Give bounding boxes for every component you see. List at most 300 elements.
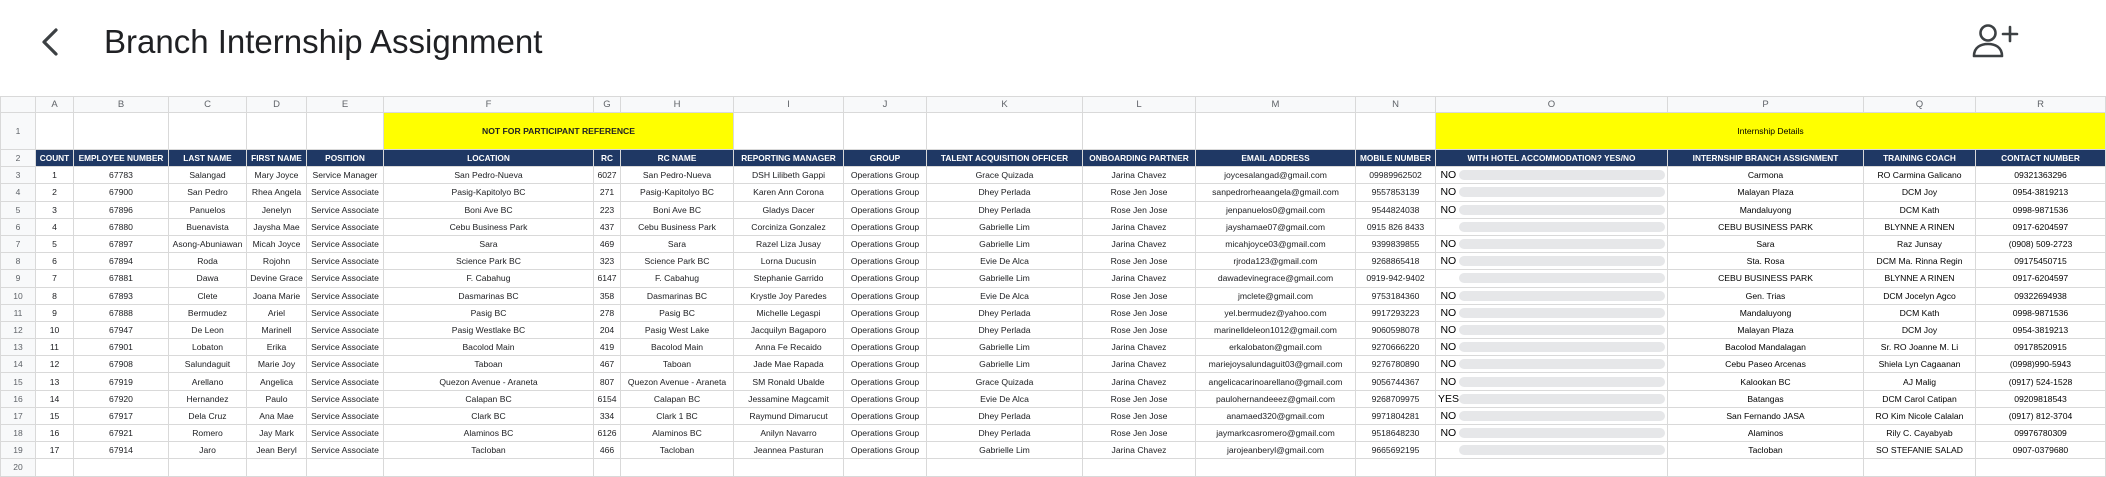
empty-cell[interactable]: [844, 459, 927, 476]
cell-rc_name[interactable]: Sara: [621, 235, 734, 252]
cell-email[interactable]: jenpanuelos0@gmail.com: [1196, 201, 1356, 218]
cell-partner[interactable]: Jarina Chavez: [1083, 373, 1196, 390]
column-header[interactable]: M: [1196, 97, 1356, 113]
cell-tao[interactable]: Gabrielle Lim: [927, 235, 1083, 252]
cell-coach[interactable]: BLYNNE A RINEN: [1864, 270, 1976, 287]
empty-cell[interactable]: [844, 113, 927, 150]
column-header[interactable]: R: [1976, 97, 2106, 113]
cell-rc_name[interactable]: Boni Ave BC: [621, 201, 734, 218]
cell-manager[interactable]: Karen Ann Corona: [734, 184, 844, 201]
cell-location[interactable]: Bacolod Main: [384, 339, 594, 356]
empty-cell[interactable]: [384, 459, 594, 476]
cell-coach[interactable]: RO Carmina Galicano: [1864, 167, 1976, 184]
cell-group[interactable]: Operations Group: [844, 442, 927, 459]
cell-location[interactable]: Calapan BC: [384, 390, 594, 407]
cell-branch[interactable]: Cebu Paseo Arcenas: [1668, 356, 1864, 373]
cell-count[interactable]: 7: [36, 270, 74, 287]
cell-tao[interactable]: Dhey Perlada: [927, 304, 1083, 321]
cell-mobile[interactable]: 9268709975: [1356, 390, 1436, 407]
row-number[interactable]: 18: [1, 425, 36, 442]
cell-email[interactable]: mariejoysalundaguit03@gmail.com: [1196, 356, 1356, 373]
hotel-accommodation-cell[interactable]: [1436, 218, 1668, 235]
cell-emp[interactable]: 67880: [74, 218, 169, 235]
cell-count[interactable]: 15: [36, 407, 74, 424]
cell-tao[interactable]: Gabrielle Lim: [927, 442, 1083, 459]
cell-rc[interactable]: 419: [594, 339, 621, 356]
cell-group[interactable]: Operations Group: [844, 287, 927, 304]
cell-email[interactable]: angelicacarinoarellano@gmail.com: [1196, 373, 1356, 390]
row-number[interactable]: 11: [1, 304, 36, 321]
cell-tao[interactable]: Gabrielle Lim: [927, 218, 1083, 235]
cell-first[interactable]: Ana Mae: [247, 407, 307, 424]
cell-contact[interactable]: (0908) 509-2723: [1976, 235, 2106, 252]
cell-branch[interactable]: Mandaluyong: [1668, 304, 1864, 321]
hotel-accommodation-cell[interactable]: [1436, 304, 1668, 321]
row-number[interactable]: 3: [1, 167, 36, 184]
cell-branch[interactable]: Tacloban: [1668, 442, 1864, 459]
cell-tao[interactable]: Dhey Perlada: [927, 201, 1083, 218]
cell-position[interactable]: Service Associate: [307, 287, 384, 304]
column-title[interactable]: INTERNSHIP BRANCH ASSIGNMENT: [1668, 150, 1864, 167]
cell-partner[interactable]: Jarina Chavez: [1083, 235, 1196, 252]
cell-position[interactable]: Service Associate: [307, 253, 384, 270]
cell-count[interactable]: 1: [36, 167, 74, 184]
cell-coach[interactable]: Sr. RO Joanne M. Li: [1864, 339, 1976, 356]
cell-first[interactable]: Devine Grace: [247, 270, 307, 287]
cell-emp[interactable]: 67901: [74, 339, 169, 356]
cell-first[interactable]: Micah Joyce: [247, 235, 307, 252]
cell-coach[interactable]: RO Kim Nicole Calalan: [1864, 407, 1976, 424]
cell-mobile[interactable]: 09989962502: [1356, 167, 1436, 184]
cell-tao[interactable]: Gabrielle Lim: [927, 339, 1083, 356]
cell-coach[interactable]: DCM Jocelyn Agco: [1864, 287, 1976, 304]
cell-last[interactable]: Asong-Abuniawan: [169, 235, 247, 252]
cell-group[interactable]: Operations Group: [844, 356, 927, 373]
cell-position[interactable]: Service Associate: [307, 425, 384, 442]
cell-mobile[interactable]: 9276780890: [1356, 356, 1436, 373]
cell-partner[interactable]: Rose Jen Jose: [1083, 425, 1196, 442]
column-header[interactable]: N: [1356, 97, 1436, 113]
cell-contact[interactable]: 0917-6204597: [1976, 218, 2106, 235]
cell-rc_name[interactable]: Alaminos BC: [621, 425, 734, 442]
cell-position[interactable]: Service Associate: [307, 390, 384, 407]
cell-branch[interactable]: CEBU BUSINESS PARK: [1668, 218, 1864, 235]
hotel-accommodation-cell[interactable]: [1436, 356, 1668, 373]
cell-mobile[interactable]: 9056744367: [1356, 373, 1436, 390]
empty-cell[interactable]: [621, 459, 734, 476]
empty-cell[interactable]: [307, 113, 384, 150]
cell-last[interactable]: De Leon: [169, 321, 247, 338]
cell-contact[interactable]: 0917-6204597: [1976, 270, 2106, 287]
not-for-participant-banner[interactable]: NOT FOR PARTICIPANT REFERENCE: [384, 113, 734, 150]
cell-rc[interactable]: 334: [594, 407, 621, 424]
empty-cell[interactable]: [247, 113, 307, 150]
empty-cell[interactable]: [247, 459, 307, 476]
empty-cell[interactable]: [36, 459, 74, 476]
cell-emp[interactable]: 67893: [74, 287, 169, 304]
cell-partner[interactable]: Rose Jen Jose: [1083, 390, 1196, 407]
hotel-accommodation-cell[interactable]: [1436, 167, 1668, 184]
cell-tao[interactable]: Dhey Perlada: [927, 184, 1083, 201]
cell-manager[interactable]: Jacquilyn Bagaporo: [734, 321, 844, 338]
cell-tao[interactable]: Evie De Alca: [927, 390, 1083, 407]
row-number[interactable]: 14: [1, 356, 36, 373]
cell-email[interactable]: joycesalangad@gmail.com: [1196, 167, 1356, 184]
cell-group[interactable]: Operations Group: [844, 321, 927, 338]
cell-mobile[interactable]: 9399839855: [1356, 235, 1436, 252]
cell-manager[interactable]: Michelle Legaspi: [734, 304, 844, 321]
empty-cell[interactable]: [74, 113, 169, 150]
cell-last[interactable]: Buenavista: [169, 218, 247, 235]
cell-rc_name[interactable]: Pasig BC: [621, 304, 734, 321]
cell-rc_name[interactable]: Quezon Avenue - Araneta: [621, 373, 734, 390]
cell-location[interactable]: Boni Ave BC: [384, 201, 594, 218]
cell-manager[interactable]: Gladys Dacer: [734, 201, 844, 218]
cell-location[interactable]: Science Park BC: [384, 253, 594, 270]
cell-contact[interactable]: 09976780309: [1976, 425, 2106, 442]
cell-rc[interactable]: 437: [594, 218, 621, 235]
cell-count[interactable]: 12: [36, 356, 74, 373]
column-title[interactable]: RC: [594, 150, 621, 167]
cell-mobile[interactable]: 9544824038: [1356, 201, 1436, 218]
empty-cell[interactable]: [927, 113, 1083, 150]
column-title[interactable]: EMPLOYEE NUMBER: [74, 150, 169, 167]
cell-last[interactable]: Panuelos: [169, 201, 247, 218]
cell-branch[interactable]: Malayan Plaza: [1668, 184, 1864, 201]
cell-contact[interactable]: 0907-0379680: [1976, 442, 2106, 459]
cell-group[interactable]: Operations Group: [844, 407, 927, 424]
cell-tao[interactable]: Dhey Perlada: [927, 425, 1083, 442]
cell-rc_name[interactable]: Calapan BC: [621, 390, 734, 407]
cell-coach[interactable]: DCM Joy: [1864, 321, 1976, 338]
hotel-accommodation-cell[interactable]: [1436, 407, 1668, 424]
row-number[interactable]: 19: [1, 442, 36, 459]
cell-email[interactable]: jarojeanberyl@gmail.com: [1196, 442, 1356, 459]
cell-emp[interactable]: 67783: [74, 167, 169, 184]
cell-emp[interactable]: 67908: [74, 356, 169, 373]
cell-rc[interactable]: 223: [594, 201, 621, 218]
row-number[interactable]: 7: [1, 235, 36, 252]
row-number[interactable]: 1: [1, 113, 36, 150]
cell-rc_name[interactable]: Taboan: [621, 356, 734, 373]
cell-mobile[interactable]: 9917293223: [1356, 304, 1436, 321]
cell-first[interactable]: Erika: [247, 339, 307, 356]
cell-email[interactable]: erkalobaton@gmail.com: [1196, 339, 1356, 356]
column-title[interactable]: TALENT ACQUISITION OFFICER: [927, 150, 1083, 167]
cell-contact[interactable]: 0954-3819213: [1976, 321, 2106, 338]
cell-rc[interactable]: 323: [594, 253, 621, 270]
cell-rc[interactable]: 469: [594, 235, 621, 252]
row-number[interactable]: 5: [1, 201, 36, 218]
column-title[interactable]: MOBILE NUMBER: [1356, 150, 1436, 167]
cell-email[interactable]: micahjoyce03@gmail.com: [1196, 235, 1356, 252]
column-header[interactable]: B: [74, 97, 169, 113]
row-number[interactable]: 2: [1, 150, 36, 167]
cell-rc[interactable]: 6126: [594, 425, 621, 442]
column-header[interactable]: Q: [1864, 97, 1976, 113]
cell-position[interactable]: Service Manager: [307, 167, 384, 184]
cell-partner[interactable]: Jarina Chavez: [1083, 270, 1196, 287]
cell-partner[interactable]: Rose Jen Jose: [1083, 184, 1196, 201]
cell-group[interactable]: Operations Group: [844, 373, 927, 390]
cell-last[interactable]: Romero: [169, 425, 247, 442]
cell-tao[interactable]: Dhey Perlada: [927, 407, 1083, 424]
row-number[interactable]: 9: [1, 270, 36, 287]
cell-position[interactable]: Service Associate: [307, 442, 384, 459]
cell-partner[interactable]: Jarina Chavez: [1083, 218, 1196, 235]
cell-branch[interactable]: Kalookan BC: [1668, 373, 1864, 390]
cell-group[interactable]: Operations Group: [844, 184, 927, 201]
cell-group[interactable]: Operations Group: [844, 218, 927, 235]
cell-branch[interactable]: Batangas: [1668, 390, 1864, 407]
empty-cell[interactable]: [734, 459, 844, 476]
cell-rc_name[interactable]: Pasig West Lake: [621, 321, 734, 338]
cell-email[interactable]: rjroda123@gmail.com: [1196, 253, 1356, 270]
cell-mobile[interactable]: 9268865418: [1356, 253, 1436, 270]
cell-last[interactable]: Dela Cruz: [169, 407, 247, 424]
cell-branch[interactable]: Mandaluyong: [1668, 201, 1864, 218]
cell-partner[interactable]: Jarina Chavez: [1083, 339, 1196, 356]
cell-location[interactable]: Alaminos BC: [384, 425, 594, 442]
cell-count[interactable]: 16: [36, 425, 74, 442]
hotel-accommodation-cell[interactable]: [1436, 339, 1668, 356]
cell-position[interactable]: Service Associate: [307, 339, 384, 356]
cell-group[interactable]: Operations Group: [844, 167, 927, 184]
hotel-accommodation-cell[interactable]: [1436, 321, 1668, 338]
cell-manager[interactable]: Anilyn Navarro: [734, 425, 844, 442]
cell-group[interactable]: Operations Group: [844, 253, 927, 270]
cell-mobile[interactable]: 9971804281: [1356, 407, 1436, 424]
cell-location[interactable]: Quezon Avenue - Araneta: [384, 373, 594, 390]
cell-rc[interactable]: 204: [594, 321, 621, 338]
cell-partner[interactable]: Rose Jen Jose: [1083, 407, 1196, 424]
hotel-accommodation-cell[interactable]: [1436, 287, 1668, 304]
cell-rc[interactable]: 6147: [594, 270, 621, 287]
column-header[interactable]: J: [844, 97, 927, 113]
cell-contact[interactable]: 09321363296: [1976, 167, 2106, 184]
column-title[interactable]: GROUP: [844, 150, 927, 167]
cell-mobile[interactable]: 0915 826 8433: [1356, 218, 1436, 235]
hotel-accommodation-cell[interactable]: [1436, 235, 1668, 252]
hotel-accommodation-cell[interactable]: [1436, 253, 1668, 270]
cell-position[interactable]: Service Associate: [307, 373, 384, 390]
cell-count[interactable]: 10: [36, 321, 74, 338]
cell-position[interactable]: Service Associate: [307, 356, 384, 373]
cell-rc[interactable]: 6027: [594, 167, 621, 184]
cell-mobile[interactable]: 9753184360: [1356, 287, 1436, 304]
cell-contact[interactable]: 09322694938: [1976, 287, 2106, 304]
cell-manager[interactable]: Jessamine Magcamit: [734, 390, 844, 407]
cell-rc_name[interactable]: Bacolod Main: [621, 339, 734, 356]
cell-tao[interactable]: Grace Quizada: [927, 373, 1083, 390]
column-header[interactable]: G: [594, 97, 621, 113]
cell-rc[interactable]: 358: [594, 287, 621, 304]
cell-emp[interactable]: 67914: [74, 442, 169, 459]
cell-contact[interactable]: 0954-3819213: [1976, 184, 2106, 201]
cell-coach[interactable]: DCM Kath: [1864, 201, 1976, 218]
cell-manager[interactable]: Razel Liza Jusay: [734, 235, 844, 252]
cell-position[interactable]: Service Associate: [307, 270, 384, 287]
column-title[interactable]: LAST NAME: [169, 150, 247, 167]
cell-contact[interactable]: (0917) 524-1528: [1976, 373, 2106, 390]
cell-emp[interactable]: 67888: [74, 304, 169, 321]
cell-first[interactable]: Ariel: [247, 304, 307, 321]
empty-cell[interactable]: [74, 459, 169, 476]
empty-cell[interactable]: [1976, 459, 2106, 476]
cell-count[interactable]: 8: [36, 287, 74, 304]
cell-group[interactable]: Operations Group: [844, 339, 927, 356]
cell-rc_name[interactable]: Pasig-Kapitolyo BC: [621, 184, 734, 201]
cell-first[interactable]: Jay Mark: [247, 425, 307, 442]
cell-manager[interactable]: Anna Fe Recaido: [734, 339, 844, 356]
hotel-accommodation-cell[interactable]: [1436, 442, 1668, 459]
cell-tao[interactable]: Dhey Perlada: [927, 321, 1083, 338]
cell-count[interactable]: 17: [36, 442, 74, 459]
cell-tao[interactable]: Evie De Alca: [927, 287, 1083, 304]
hotel-accommodation-cell[interactable]: [1436, 270, 1668, 287]
cell-last[interactable]: Roda: [169, 253, 247, 270]
cell-emp[interactable]: 67947: [74, 321, 169, 338]
column-title[interactable]: TRAINING COACH: [1864, 150, 1976, 167]
row-number[interactable]: 13: [1, 339, 36, 356]
cell-count[interactable]: 6: [36, 253, 74, 270]
cell-mobile[interactable]: 9665692195: [1356, 442, 1436, 459]
cell-rc[interactable]: 6154: [594, 390, 621, 407]
cell-contact[interactable]: 09209818543: [1976, 390, 2106, 407]
column-title[interactable]: RC NAME: [621, 150, 734, 167]
cell-last[interactable]: Salundaguit: [169, 356, 247, 373]
cell-location[interactable]: Pasig Westlake BC: [384, 321, 594, 338]
cell-last[interactable]: Dawa: [169, 270, 247, 287]
cell-tao[interactable]: Grace Quizada: [927, 167, 1083, 184]
column-title[interactable]: COUNT: [36, 150, 74, 167]
cell-location[interactable]: Taboan: [384, 356, 594, 373]
cell-branch[interactable]: Malayan Plaza: [1668, 321, 1864, 338]
cell-first[interactable]: Marie Joy: [247, 356, 307, 373]
cell-coach[interactable]: AJ Malig: [1864, 373, 1976, 390]
column-header[interactable]: I: [734, 97, 844, 113]
column-header[interactable]: O: [1436, 97, 1668, 113]
cell-count[interactable]: 13: [36, 373, 74, 390]
cell-location[interactable]: San Pedro-Nueva: [384, 167, 594, 184]
row-number[interactable]: 16: [1, 390, 36, 407]
cell-rc[interactable]: 271: [594, 184, 621, 201]
cell-position[interactable]: Service Associate: [307, 235, 384, 252]
cell-branch[interactable]: Gen. Trias: [1668, 287, 1864, 304]
cell-manager[interactable]: SM Ronald Ubalde: [734, 373, 844, 390]
cell-group[interactable]: Operations Group: [844, 235, 927, 252]
column-header[interactable]: P: [1668, 97, 1864, 113]
cell-last[interactable]: Lobaton: [169, 339, 247, 356]
cell-rc[interactable]: 807: [594, 373, 621, 390]
back-button[interactable]: [36, 22, 68, 62]
cell-mobile[interactable]: 9557853139: [1356, 184, 1436, 201]
cell-mobile[interactable]: 9060598078: [1356, 321, 1436, 338]
hotel-accommodation-cell[interactable]: [1436, 184, 1668, 201]
cell-location[interactable]: Pasig-Kapitolyo BC: [384, 184, 594, 201]
cell-email[interactable]: jaymarkcasromero@gmail.com: [1196, 425, 1356, 442]
cell-count[interactable]: 4: [36, 218, 74, 235]
cell-manager[interactable]: Jeannea Pasturan: [734, 442, 844, 459]
cell-rc_name[interactable]: San Pedro-Nueva: [621, 167, 734, 184]
empty-cell[interactable]: [1083, 113, 1196, 150]
cell-manager[interactable]: Lorna Ducusin: [734, 253, 844, 270]
cell-location[interactable]: Dasmarinas BC: [384, 287, 594, 304]
cell-first[interactable]: Rhea Angela: [247, 184, 307, 201]
empty-cell[interactable]: [1196, 459, 1356, 476]
empty-cell[interactable]: [307, 459, 384, 476]
cell-group[interactable]: Operations Group: [844, 425, 927, 442]
cell-position[interactable]: Service Associate: [307, 218, 384, 235]
cell-branch[interactable]: Alaminos: [1668, 425, 1864, 442]
cell-coach[interactable]: SO STEFANIE SALAD: [1864, 442, 1976, 459]
cell-email[interactable]: sanpedrorheaangela@gmail.com: [1196, 184, 1356, 201]
internship-details-banner[interactable]: Internship Details: [1436, 113, 2106, 150]
column-header[interactable]: C: [169, 97, 247, 113]
cell-position[interactable]: Service Associate: [307, 184, 384, 201]
row-number[interactable]: 8: [1, 253, 36, 270]
cell-email[interactable]: marinelldeleon1012@gmail.com: [1196, 321, 1356, 338]
cell-rc[interactable]: 466: [594, 442, 621, 459]
hotel-accommodation-cell[interactable]: [1436, 373, 1668, 390]
cell-emp[interactable]: 67896: [74, 201, 169, 218]
cell-first[interactable]: Jenelyn: [247, 201, 307, 218]
cell-count[interactable]: 3: [36, 201, 74, 218]
cell-last[interactable]: Clete: [169, 287, 247, 304]
column-header[interactable]: E: [307, 97, 384, 113]
cell-coach[interactable]: Rily C. Cayabyab: [1864, 425, 1976, 442]
cell-count[interactable]: 9: [36, 304, 74, 321]
empty-cell[interactable]: [1356, 459, 1436, 476]
cell-partner[interactable]: Jarina Chavez: [1083, 356, 1196, 373]
cell-group[interactable]: Operations Group: [844, 304, 927, 321]
cell-location[interactable]: Clark BC: [384, 407, 594, 424]
cell-contact[interactable]: 09175450715: [1976, 253, 2106, 270]
row-number[interactable]: 4: [1, 184, 36, 201]
empty-cell[interactable]: [1356, 113, 1436, 150]
cell-tao[interactable]: Gabrielle Lim: [927, 356, 1083, 373]
cell-group[interactable]: Operations Group: [844, 270, 927, 287]
column-title[interactable]: WITH HOTEL ACCOMMODATION? YES/NO: [1436, 150, 1668, 167]
cell-last[interactable]: Salangad: [169, 167, 247, 184]
cell-first[interactable]: Rojohn: [247, 253, 307, 270]
cell-partner[interactable]: Rose Jen Jose: [1083, 287, 1196, 304]
cell-branch[interactable]: San Fernando JASA: [1668, 407, 1864, 424]
cell-emp[interactable]: 67900: [74, 184, 169, 201]
column-header[interactable]: K: [927, 97, 1083, 113]
column-header[interactable]: H: [621, 97, 734, 113]
cell-manager[interactable]: Jade Mae Rapada: [734, 356, 844, 373]
empty-cell[interactable]: [927, 459, 1083, 476]
cell-rc_name[interactable]: Cebu Business Park: [621, 218, 734, 235]
cell-branch[interactable]: Carmona: [1668, 167, 1864, 184]
column-title[interactable]: REPORTING MANAGER: [734, 150, 844, 167]
cell-first[interactable]: Jean Beryl: [247, 442, 307, 459]
cell-first[interactable]: Joana Marie: [247, 287, 307, 304]
cell-last[interactable]: Jaro: [169, 442, 247, 459]
cell-count[interactable]: 5: [36, 235, 74, 252]
empty-cell[interactable]: [594, 459, 621, 476]
cell-emp[interactable]: 67897: [74, 235, 169, 252]
cell-rc_name[interactable]: Clark 1 BC: [621, 407, 734, 424]
cell-position[interactable]: Service Associate: [307, 201, 384, 218]
cell-partner[interactable]: Rose Jen Jose: [1083, 201, 1196, 218]
cell-coach[interactable]: Shiela Lyn Cagaanan: [1864, 356, 1976, 373]
cell-partner[interactable]: Rose Jen Jose: [1083, 321, 1196, 338]
cell-manager[interactable]: Raymund Dimarucut: [734, 407, 844, 424]
cell-manager[interactable]: DSH Lilibeth Gappi: [734, 167, 844, 184]
cell-rc_name[interactable]: Tacloban: [621, 442, 734, 459]
